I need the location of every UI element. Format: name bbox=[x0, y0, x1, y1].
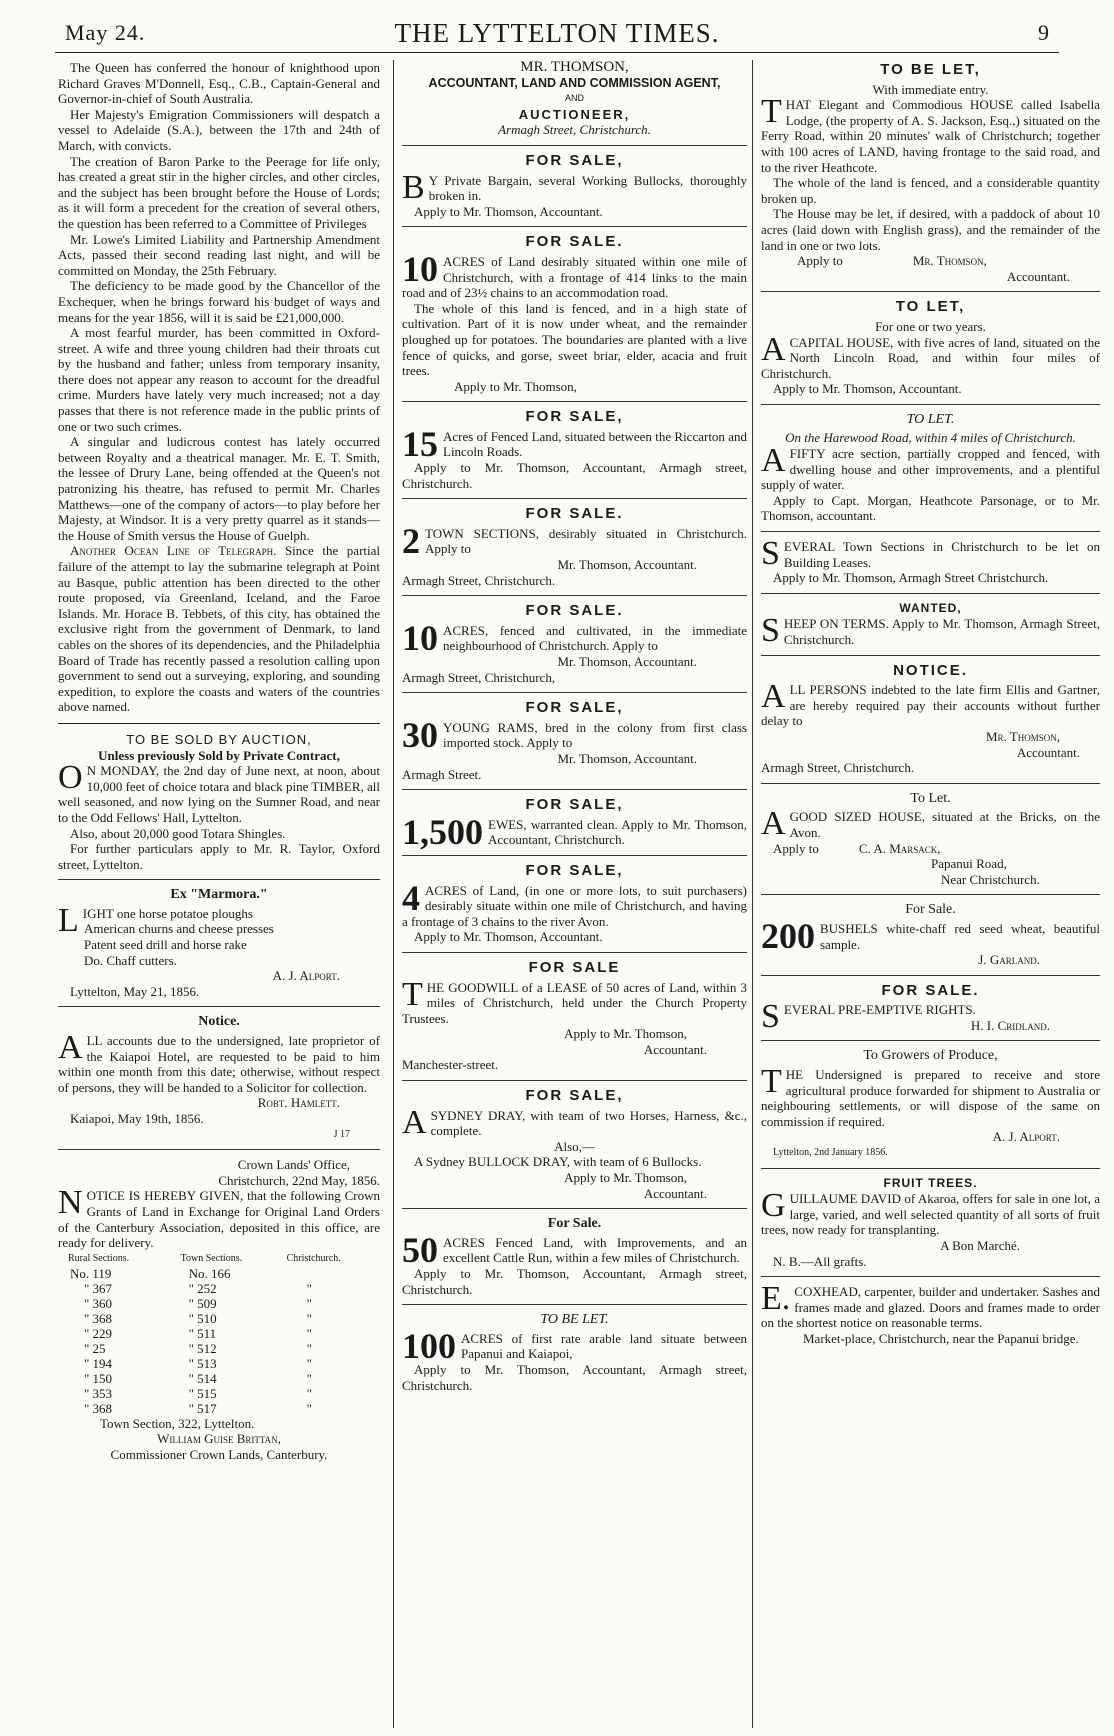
divider bbox=[402, 401, 747, 402]
drop-cap: 200 bbox=[761, 915, 815, 956]
ad-apply: Apply to Mr. Thomson, Accountant, Armagh street, Christchurch. bbox=[402, 1266, 747, 1297]
ad-heading: FOR SALE. bbox=[525, 505, 624, 523]
auction-title: TO BE SOLD BY AUCTION, bbox=[126, 731, 312, 747]
ad-apply: Apply to C. A. Marsack, bbox=[773, 840, 941, 856]
ad-fifteen-acres bbox=[402, 409, 747, 491]
ad-text: THE Undersigned is prepared to receive and store agricultural produce forwarded for shipment to Australia or neighbouring settlements, or will dispose of the same on commission if required. bbox=[761, 1063, 1100, 1129]
divider bbox=[402, 952, 747, 953]
ad-text: GUILLAUME DAVID of Akaroa, offers for sale in one lot, a large, varied, and well selected quantity of all sorts of fruit trees, now ready for transplanting. bbox=[761, 1187, 1100, 1238]
ad-text: 15 Acres of Fenced Land, situated between the Riccarton and Lincoln Roads. bbox=[402, 423, 747, 464]
ad-text: 4 ACRES of Land, (in one or more lots, to suit purchasers) desirably situate within one mile of Christchurch, and having a frontage of 3 chains to the river Avon. bbox=[402, 877, 747, 929]
ad-heading: TO BE LET. bbox=[540, 1312, 609, 1328]
ad-fifty-acres bbox=[402, 1216, 747, 1297]
auction-text: O N MONDAY, the 2nd day of June next, at noon, about 10,000 feet of choice totara and black pine TIMBER, all well seasoned, and now lying on the Sumner Road, and near to the Odd Fellows' Hall, Lyttelton. bbox=[58, 759, 380, 825]
divider bbox=[761, 1040, 1100, 1041]
ad-heading: TO LET, bbox=[895, 298, 966, 316]
ad-apply: Apply to Mr. Thomson, bbox=[454, 378, 577, 394]
ad-ewes bbox=[402, 796, 747, 852]
ad-more: The whole of this land is fenced, and in a high state of cultivation. Part of it is now under wheat, and the remainder ploughed up for potatoes. The boundaries are planted with a live fence of quicks, and gorse, sweet briar, elder, acacia and fruit trees. bbox=[402, 300, 747, 379]
ad-subheading: With immediate entry. bbox=[872, 81, 989, 97]
drop-cap: 50 bbox=[402, 1229, 438, 1270]
telegraph-text: Since the partial failure of the attempt to lay the submarine telegraph at Point au Basque, public attention has been directed to the other route proposed, via Greenland, Iceland, and the Faroe Islands. Mr. Horace B. Tebbets, of this city, has obtained the exclusive right from the government of Denmark, to land cables on the shores of its dependencies, and the Philadelphia Board of Trade has recently passed a resolution calling upon government to send out a surveying, exploring, and sounding expedition, to explore the coasts and waters of the countries above named. bbox=[58, 543, 380, 715]
ad-heading: FOR SALE, bbox=[525, 699, 624, 717]
table-row: " 368 " 510 " bbox=[84, 1310, 312, 1326]
ad-ten-acres-fenced bbox=[402, 603, 747, 685]
ad-place: Armagh Street, Christchurch. bbox=[761, 760, 915, 776]
ad-text: B Y Private Bargain, several Working Bullocks, thoroughly broken in. bbox=[402, 168, 747, 206]
table-row: " 25 " 512 " bbox=[84, 1340, 312, 1356]
drop-cap: A bbox=[402, 1103, 427, 1141]
ad-also: Also,— bbox=[554, 1138, 595, 1154]
column-3 bbox=[752, 60, 1100, 1728]
ad-signer: Mr. Thomson, Accountant. bbox=[557, 750, 697, 766]
ad-more: A Sydney BULLOCK DRAY, with team of 6 Bullocks. bbox=[414, 1154, 702, 1170]
ad-signer: A Bon Marché. bbox=[940, 1238, 1020, 1253]
auction-also: Also, about 20,000 good Totara Shingles. bbox=[70, 825, 286, 841]
divider bbox=[761, 655, 1100, 656]
ad-text: 100 ACRES of first rate arable land situate between Papanui and Kaiapoi, bbox=[402, 1325, 747, 1366]
ad-text: AGOOD SIZED HOUSE, situated at the Bricks, on the Avon. bbox=[761, 805, 1100, 843]
column-header: Christchurch. bbox=[286, 1252, 341, 1264]
divider bbox=[761, 404, 1100, 405]
ad-heading: FOR SALE. bbox=[525, 602, 624, 620]
ad-address: Papanui Road, bbox=[931, 856, 1007, 872]
drop-cap: N bbox=[58, 1184, 83, 1222]
divider bbox=[402, 595, 747, 596]
ad-heading: FOR SALE, bbox=[525, 796, 624, 814]
ad-heading: FOR SALE, bbox=[525, 861, 624, 879]
drop-cap: T bbox=[402, 975, 423, 1013]
news-paragraph: A singular and ludicrous contest has lately occurred between Royalty and a theatrical manager. Mr. E. T. Smith, the lessee of Drury Lane, being offended at the Queen's not patronizing his theatre, has refused to permit Mr. Charles Matthews—one of the company of actors—to play before her Majesty, at Windsor. It is a very pretty quarrel as it stands—the House of Smith versus the House of Guelph. bbox=[58, 434, 380, 543]
ad-good-sized-house bbox=[761, 791, 1100, 888]
ad-signer: Mr. Thomson, Accountant. bbox=[557, 654, 697, 669]
drop-cap: S bbox=[761, 998, 780, 1036]
divider bbox=[761, 291, 1100, 292]
marmora-signer: A. J. Alport. bbox=[272, 968, 340, 984]
ad-coxhead bbox=[761, 1280, 1100, 1346]
ad-role: Accountant. bbox=[1016, 744, 1080, 760]
ad-more: The House may be let, if desired, with a paddock of about 10 acres (laid down with English grass), and the remainder of the land in one or two lots. bbox=[761, 206, 1100, 253]
news-paragraph bbox=[58, 543, 380, 715]
drop-cap: 15 bbox=[402, 423, 438, 464]
masthead-address: Armagh Street, Christchurch. bbox=[498, 122, 651, 138]
ad-text: 10 ACRES, fenced and cultivated, in the immediate neighbourhood of Christchurch. Apply to bbox=[402, 617, 747, 658]
ad-apply: Apply to Mr. Thomson, bbox=[564, 1026, 687, 1042]
ad-text: ASYDNEY DRAY, with team of two Horses, Harness, &c., complete. bbox=[402, 1103, 747, 1141]
table-row: " 360 " 509 " bbox=[84, 1295, 312, 1311]
ad-place: Market-place, Christchurch, near the Papanui bridge. bbox=[803, 1330, 1079, 1346]
marmora-ad bbox=[58, 887, 380, 999]
ad-heading: WANTED, bbox=[899, 600, 962, 615]
divider bbox=[58, 723, 380, 724]
ad-ten-acres bbox=[402, 234, 747, 394]
divider bbox=[58, 1006, 380, 1007]
notice-text: ALL accounts due to the undersigned, late proprietor of the Kaiapoi Hotel, are requested to be paid to him within one month from this date; otherwise, without respect of persons, they will be handed to a Solicitor for collection. bbox=[58, 1029, 380, 1095]
drop-cap: 2 bbox=[402, 520, 420, 561]
ad-text: THE GOODWILL of a LEASE of 50 acres of Land, within 3 miles of Christchurch, held under the Church Property Trustees. bbox=[402, 975, 747, 1026]
ad-text: SEVERAL PRE-EMPTIVE RIGHTS. bbox=[761, 998, 976, 1036]
column-header: Rural Sections. bbox=[68, 1252, 130, 1264]
crown-signer: William Guise Brittan, bbox=[157, 1431, 281, 1447]
notice-title: Notice. bbox=[198, 1014, 240, 1030]
ad-heading: For Sale. bbox=[905, 902, 956, 918]
news-paragraph: The creation of Baron Parke to the Peerage for life only, has created a great stir in the higher circles, and other circles, and the subject has been brought before the House of Lords; as it will form a precedent for the creation of several others, the question has been referred to a Committee of Privileges bbox=[58, 153, 380, 231]
drop-cap: A bbox=[761, 330, 786, 368]
ad-goodwill-lease bbox=[402, 960, 747, 1073]
divider bbox=[761, 1276, 1100, 1277]
kaiapoi-notice bbox=[58, 1014, 380, 1142]
drop-cap: A bbox=[761, 678, 786, 716]
ad-apply: Apply to Mr. Thomson, Accountant. bbox=[773, 381, 962, 397]
ad-signer: H. I. Cridland. bbox=[970, 1017, 1050, 1033]
ad-text: 30 YOUNG RAMS, bred in the colony from first class imported stock. Apply to bbox=[402, 714, 747, 755]
ad-text: SEVERAL Town Sections in Christchurch to be let on Building Leases. bbox=[761, 535, 1100, 573]
ad-apply: Apply to Mr. Thomson, Accountant. bbox=[414, 203, 603, 219]
ad-hundred-acres bbox=[402, 1312, 747, 1393]
auction-ad bbox=[58, 732, 380, 872]
ad-more: The whole of the land is fenced, and a considerable quantity broken up. bbox=[761, 175, 1100, 206]
ad-place: Lyttelton, 2nd January 1856. bbox=[773, 1147, 888, 1159]
page-number: 9 bbox=[1038, 20, 1049, 45]
ad-place: Armagh Street, Christchurch, bbox=[402, 669, 556, 685]
notice-signer: Robt. Hamlett. bbox=[257, 1095, 340, 1111]
ad-heading: FOR SALE, bbox=[525, 408, 624, 426]
divider bbox=[402, 855, 747, 856]
divider bbox=[761, 894, 1100, 895]
ad-text: 2 TOWN SECTIONS, desirably situated in Christchurch. Apply to bbox=[402, 520, 747, 561]
crown-lands-notice bbox=[58, 1157, 380, 1462]
ad-heading: TO LET. bbox=[906, 411, 955, 427]
masthead-role: ACCOUNTANT, LAND AND COMMISSION AGENT, bbox=[428, 75, 721, 90]
ad-subheading: For one or two years. bbox=[875, 318, 986, 334]
ad-signer: Mr. Thomson, Accountant. bbox=[557, 557, 697, 573]
table-row: " 368 " 517 " bbox=[84, 1400, 312, 1416]
divider bbox=[402, 692, 747, 693]
ad-place: Manchester-street. bbox=[402, 1057, 499, 1073]
ad-apply: Apply to Mr. Thomson, bbox=[797, 253, 987, 269]
table-row: " 367 " 252 " bbox=[84, 1280, 312, 1296]
marmora-place: Lyttelton, May 21, 1856. bbox=[70, 983, 200, 999]
column-1 bbox=[58, 60, 380, 1728]
telegraph-lead: Another Ocean Line of Telegraph. bbox=[70, 543, 277, 559]
header-date: May 24. bbox=[65, 20, 146, 45]
ad-signer: Mr. Thomson, bbox=[985, 728, 1060, 744]
masthead-name: MR. THOMSON, bbox=[520, 60, 629, 75]
divider bbox=[402, 145, 747, 146]
ad-isabella-lodge bbox=[761, 62, 1100, 284]
newspaper-title: THE LYTTELTON TIMES. bbox=[394, 18, 720, 48]
drop-cap: A bbox=[58, 1029, 83, 1067]
divider bbox=[761, 783, 1100, 784]
sections-table bbox=[58, 1251, 380, 1416]
thomson-masthead bbox=[402, 60, 747, 138]
ad-wheat bbox=[761, 902, 1100, 967]
ad-heading: FOR SALE bbox=[528, 958, 621, 976]
ad-sydney-dray bbox=[402, 1088, 747, 1201]
ad-text: 10 ACRES of Land desirably situated within one mile of Christchurch, with a frontage of 414 links to the main road and of 23½ chains to an accommodation road. bbox=[402, 248, 747, 301]
ad-place: Armagh Street, Christchurch. bbox=[402, 572, 556, 588]
ad-heading: FOR SALE, bbox=[525, 1087, 624, 1105]
masthead-and: AND bbox=[564, 93, 584, 104]
ad-fruit-trees bbox=[761, 1176, 1100, 1270]
table-row: " 194 " 513 " bbox=[84, 1355, 312, 1371]
crown-date: Christchurch, 22nd May, 1856. bbox=[218, 1172, 380, 1188]
ad-text: 200 BUSHELS white-chaff red seed wheat, beautiful sample. bbox=[761, 915, 1100, 956]
drop-cap: E. bbox=[761, 1280, 791, 1318]
ad-apply: Apply to Mr. Thomson, Accountant. bbox=[414, 929, 603, 945]
drop-cap: 4 bbox=[402, 877, 420, 918]
ad-text: 50 ACRES Fenced Land, with Improvements, and an excellent Cattle Run, within a few miles of Christchurch. bbox=[402, 1229, 747, 1270]
notice-place: Kaiapoi, May 19th, 1856. bbox=[70, 1111, 204, 1126]
ad-apply: Apply to Capt. Morgan, Heathcote Parsonage, or to Mr. Thomson, accountant. bbox=[761, 492, 1100, 524]
ad-text: ACAPITAL HOUSE, with five acres of land, situated on the North Lincoln Road, and within four miles of Christchurch. bbox=[761, 330, 1100, 381]
drop-cap: B bbox=[402, 168, 425, 206]
news-paragraph: A most fearful murder, has been committed in Oxford-street. A wife and three young children had their throats cut by the husband and father; unless from temporary insanity, there does not appear any reason to account for the dreadful crime. Murders have lately very much increased; not a day passes that there is not reference made in the public prints of one or two such crimes. bbox=[58, 325, 380, 434]
page-header bbox=[55, 18, 1059, 53]
ad-signer: A. J. Alport. bbox=[992, 1129, 1060, 1145]
ad-heading: To Let. bbox=[910, 790, 951, 806]
ad-building-leases bbox=[761, 535, 1100, 586]
crown-lyttelton: Town Section, 322, Lyttelton. bbox=[100, 1415, 255, 1431]
ad-text: THAT Elegant and Commodious HOUSE called Isabella Lodge, (the property of A. S. Jackson, Esq.,) situated on the Ferry Road, within 20 minutes' walk of Christchurch; together with 100 acres of LAND, having frontage to the said road, and to the river Heathcote. bbox=[761, 93, 1100, 175]
ad-text: ALL PERSONS indebted to the late firm Ellis and Gartner, are hereby required pay their accounts without further delay to bbox=[761, 678, 1100, 729]
column-2 bbox=[393, 60, 747, 1728]
ad-growers-of-produce bbox=[761, 1048, 1100, 1160]
news-paragraph: Her Majesty's Emigration Commissioners will despatch a vessel to Adelaide (S.A.), between the 17th and 24th of March, with convicts. bbox=[58, 106, 380, 153]
ad-young-rams bbox=[402, 700, 747, 782]
ad-harewood-road bbox=[761, 412, 1100, 524]
divider bbox=[761, 593, 1100, 594]
crown-office: Crown Lands' Office, bbox=[237, 1157, 350, 1173]
drop-cap: A bbox=[761, 805, 786, 843]
ad-apply: Apply to Mr. Thomson, Armagh Street Christchurch. bbox=[773, 570, 1049, 586]
drop-cap: L bbox=[58, 901, 79, 939]
divider bbox=[402, 789, 747, 790]
ad-apply: Apply to Mr. Thomson, Accountant, Armagh street, Christchurch. bbox=[402, 1361, 747, 1393]
ad-apply: Apply to Mr. Thomson, bbox=[564, 1170, 687, 1186]
drop-cap: T bbox=[761, 1063, 782, 1101]
divider bbox=[761, 1168, 1100, 1169]
marmora-title: Ex "Marmora." bbox=[170, 887, 268, 903]
ad-signer: Accountant. bbox=[643, 1041, 707, 1057]
divider bbox=[761, 975, 1100, 976]
ad-heading: FRUIT TREES. bbox=[883, 1175, 978, 1190]
crown-role: Commissioner Crown Lands, Canterbury. bbox=[110, 1446, 328, 1462]
ad-pre-emptive-rights bbox=[761, 983, 1100, 1034]
ad-town-sections bbox=[402, 506, 747, 588]
drop-cap: 10 bbox=[402, 248, 438, 289]
ad-apply: Apply to Mr. Thomson, Accountant, Armagh street, Christchurch. bbox=[402, 460, 747, 491]
ad-subheading: On the Harewood Road, within 4 miles of Christchurch. bbox=[785, 430, 1076, 446]
ad-text: AFIFTY acre section, partially cropped and fenced, with dwelling house and other improvements, and a plentiful supply of water. bbox=[761, 442, 1100, 493]
news-paragraph: The deficiency to be made good by the Chancellor of the Exchequer, when he brings forward his budget of ways and means for the year 1856, will it is said be £21,000,000. bbox=[58, 278, 380, 325]
ad-wanted-sheep bbox=[761, 601, 1100, 648]
divider bbox=[761, 531, 1100, 532]
column-header: Town Sections. bbox=[180, 1252, 243, 1264]
masthead-auctioneer: AUCTIONEER, bbox=[518, 106, 631, 122]
auction-further: For further particulars apply to Mr. R. Taylor, Oxford street, Lyttelton. bbox=[58, 841, 380, 872]
divider bbox=[402, 1304, 747, 1305]
ad-place: Armagh Street. bbox=[402, 766, 482, 782]
news-paragraph: Mr. Lowe's Limited Liability and Partnership Amendment Acts, passed their second reading last night, and will be committed on Monday, the 25th February. bbox=[58, 231, 380, 278]
drop-cap: A bbox=[761, 442, 786, 480]
ad-text: SHEEP ON TERMS. Apply to Mr. Thomson, Armagh Street, Christchurch. bbox=[761, 612, 1100, 650]
drop-cap: S bbox=[761, 612, 780, 650]
ad-heading: TO BE LET, bbox=[880, 61, 981, 78]
notice-code: J 17 bbox=[333, 1128, 350, 1140]
ad-heading: NOTICE. bbox=[893, 661, 968, 679]
ad-signer: Accountant. bbox=[643, 1185, 707, 1201]
ad-heading: For Sale. bbox=[547, 1216, 602, 1232]
drop-cap: 10 bbox=[402, 617, 438, 658]
table-row: " 150 " 514 " bbox=[84, 1370, 312, 1386]
divider bbox=[402, 226, 747, 227]
ad-role: Accountant. bbox=[1006, 268, 1070, 284]
ad-heading: To Growers of Produce, bbox=[863, 1048, 998, 1064]
ad-address: Near Christchurch. bbox=[941, 871, 1040, 887]
ad-signer: J. Garland. bbox=[978, 952, 1040, 968]
drop-cap: 100 bbox=[402, 1325, 456, 1366]
drop-cap: O bbox=[58, 759, 83, 797]
news-paragraph: The Queen has conferred the honour of knighthood upon Richard Graves M'Donnell, Esq., C.B., Captain-General and Governor-in-chief of South Australia. bbox=[58, 60, 380, 107]
ad-heading: FOR SALE. bbox=[525, 233, 624, 251]
divider bbox=[58, 879, 380, 880]
divider bbox=[402, 498, 747, 499]
ad-four-acres bbox=[402, 863, 747, 945]
divider bbox=[402, 1208, 747, 1209]
table-row: " 353 " 515 " bbox=[84, 1385, 312, 1401]
divider bbox=[402, 1080, 747, 1081]
table-row: No. 119 No. 166 bbox=[70, 1265, 231, 1281]
drop-cap: S bbox=[761, 535, 780, 573]
ad-capital-house bbox=[761, 299, 1100, 397]
marmora-list: L IGHT one horse potatoe ploughs American churns and cheese presses Patent seed drill and horse rake Do. Chaff cutters. bbox=[58, 901, 274, 968]
ad-heading: FOR SALE. bbox=[881, 981, 980, 999]
ad-note: N. B.—All grafts. bbox=[773, 1253, 867, 1269]
drop-cap: T bbox=[761, 93, 782, 131]
drop-cap: 30 bbox=[402, 714, 438, 755]
drop-cap: G bbox=[761, 1187, 786, 1225]
ad-notice-ellis-gartner bbox=[761, 663, 1100, 776]
ad-heading: FOR SALE, bbox=[525, 151, 624, 169]
table-row: " 229 " 511 " bbox=[84, 1325, 312, 1341]
drop-cap: 1,500 bbox=[402, 811, 483, 852]
ad-working-bullocks bbox=[402, 153, 747, 219]
ad-text: E. COXHEAD, carpenter, builder and undertaker. Sashes and frames made and glazed. Doors and frames made to order on the shortest notice on reasonable terms. bbox=[761, 1280, 1100, 1331]
ad-text: 1,500 EWES, warranted clean. Apply to Mr. Thomson, Accountant, Christchurch. bbox=[402, 811, 747, 852]
divider bbox=[58, 1149, 380, 1150]
crown-text: NOTICE IS HEREBY GIVEN, that the following Crown Grants of Land in Exchange for Original Land Orders of the Canterbury Association, deposited in this office, are ready for delivery. bbox=[58, 1184, 380, 1251]
auction-subtitle: Unless previously Sold by Private Contract, bbox=[98, 747, 340, 763]
